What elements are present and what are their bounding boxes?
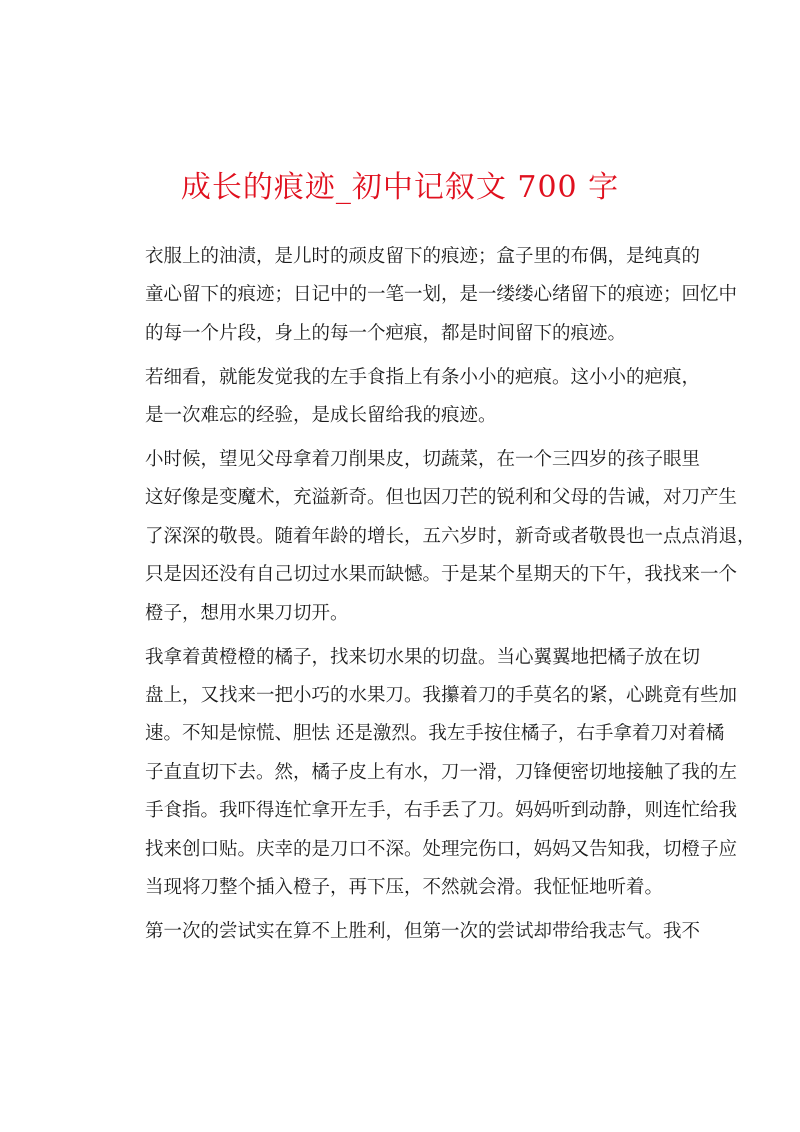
paragraph-line: 衣服上的油渍，是儿时的顽皮留下的痕迹；盒子里的布偶，是纯真的 [145,246,701,267]
paragraph-line: 小时候，望见父母拿着刀削果皮，切蔬菜，在一个三四岁的孩子眼里 [145,449,701,471]
paragraph-line: 找来创口贴。庆幸的是刀口不深。处理完伤口，妈妈又告知我，切橙子应 [145,838,738,860]
paragraph [108,639,738,908]
paragraph [108,441,756,633]
paragraph-line: 第一次的尝试实在算不上胜利，但第一次的尝试却带给我志气。我不 [145,920,701,942]
paragraph-line: 这好像是变魔术，充溢新奇。但也因刀芒的锐利和父母的告诫，对刀产生 [145,487,738,509]
paragraph [108,238,738,353]
document-body [108,238,756,957]
paragraph-line: 童心留下的痕迹；日记中的一笔一划，是一缕缕心绪留下的痕迹；回忆中 [145,284,738,306]
paragraph-line: 子直直切下去。然，橘子皮上有水，刀一滑，刀锋便密切地接触了我的左 [145,761,738,783]
paragraph-line: 我拿着黄橙橙的橘子，找来切水果的切盘。当心翼翼地把橘子放在切 [145,646,701,668]
paragraph-line: 是一次难忘的经验，是成长留给我的痕迹。 [145,405,497,427]
paragraph [108,359,700,436]
paragraph-line: 橙子，想用水果刀切开。 [145,602,349,624]
document-title: 成长的痕迹_初中记叙文 700 字 [180,170,620,205]
paragraph-line: 当现将刀整个插入橙子，再下压，不然就会滑。我怔怔地听着。 [145,877,664,898]
paragraph-line: 若细看，就能发觉我的左手食指上有条小小的疤痕。这小小的疤痕， [145,366,701,388]
paragraph-line: 手食指。我吓得连忙拿开左手，右手丢了刀。妈妈听到动静，则连忙给我 [145,800,738,822]
paragraph [108,913,700,951]
paragraph-line: 只是因还没有自己切过水果而缺憾。于是某个星期天的下午，我找来一个 [145,564,738,586]
paragraph-line: 盘上，又找来一把小巧的水果刀。我攥着刀的手莫名的紧，心跳竟有些加 [145,684,738,706]
paragraph-line: 了深深的敬畏。随着年龄的增长，五六岁时，新奇或者敬畏也一点点消退， [145,525,756,547]
paragraph-line: 速。不知是惊慌、胆怯 还是激烈。我左手按住橘子，右手拿着刀对着橘 [145,723,725,745]
paragraph-line: 的每一个片段，身上的每一个疤痕，都是时间留下的痕迹。 [145,322,627,344]
